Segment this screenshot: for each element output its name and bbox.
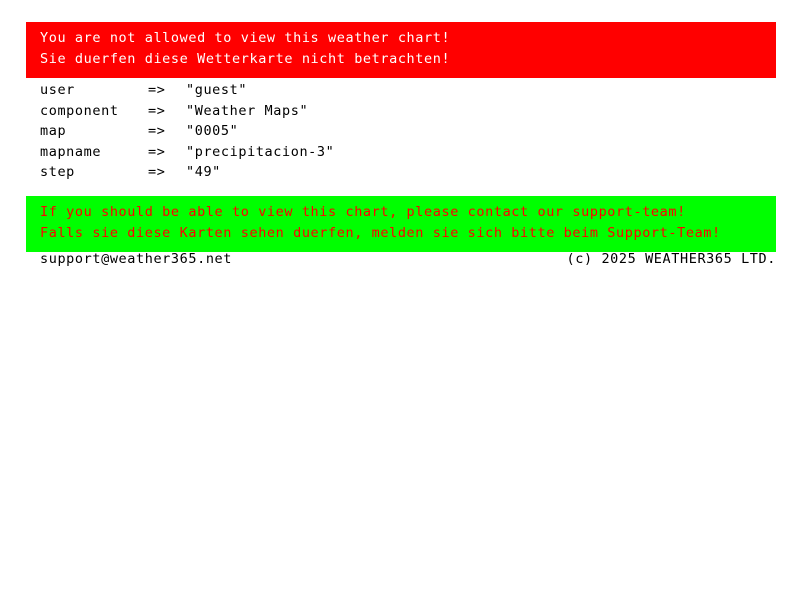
table-row [40, 80, 334, 101]
param-key: step [40, 164, 75, 180]
param-arrow: => [148, 164, 166, 180]
param-arrow: => [148, 102, 166, 119]
param-key: map [40, 123, 67, 139]
info-banner-line-en: If you should be able to view this chart, please contact our support-team! [40, 204, 686, 220]
error-banner-line-de: Sie duerfen diese Wetterkarte nicht betrachten! [40, 51, 451, 67]
table-row [40, 101, 334, 122]
param-arrow: => [148, 143, 166, 160]
param-value: "guest" [186, 82, 248, 98]
table-row [40, 121, 334, 142]
footer [40, 250, 776, 268]
param-key: user [40, 82, 75, 98]
info-banner-line-de: Falls sie diese Karten sehen duerfen, melden sie sich bitte beim Support-Team! [40, 225, 721, 241]
param-key: mapname [40, 143, 102, 160]
error-banner-line-en: You are not allowed to view this weather chart! [40, 30, 451, 46]
copyright-notice: (c) 2025 WEATHER365 LTD. [566, 251, 776, 267]
param-arrow: => [148, 82, 166, 98]
param-value: "Weather Maps" [186, 102, 309, 119]
table-row [40, 162, 334, 183]
support-email-link[interactable]: support@weather365.net [40, 251, 233, 267]
param-arrow: => [148, 123, 166, 139]
request-parameters-table [40, 80, 334, 183]
error-banner [26, 22, 776, 78]
param-value: "precipitacion-3" [186, 143, 335, 160]
info-banner [26, 196, 776, 252]
param-key: component [40, 102, 119, 119]
table-row [40, 142, 334, 163]
param-value: "0005" [186, 123, 239, 139]
param-value: "49" [186, 164, 221, 180]
